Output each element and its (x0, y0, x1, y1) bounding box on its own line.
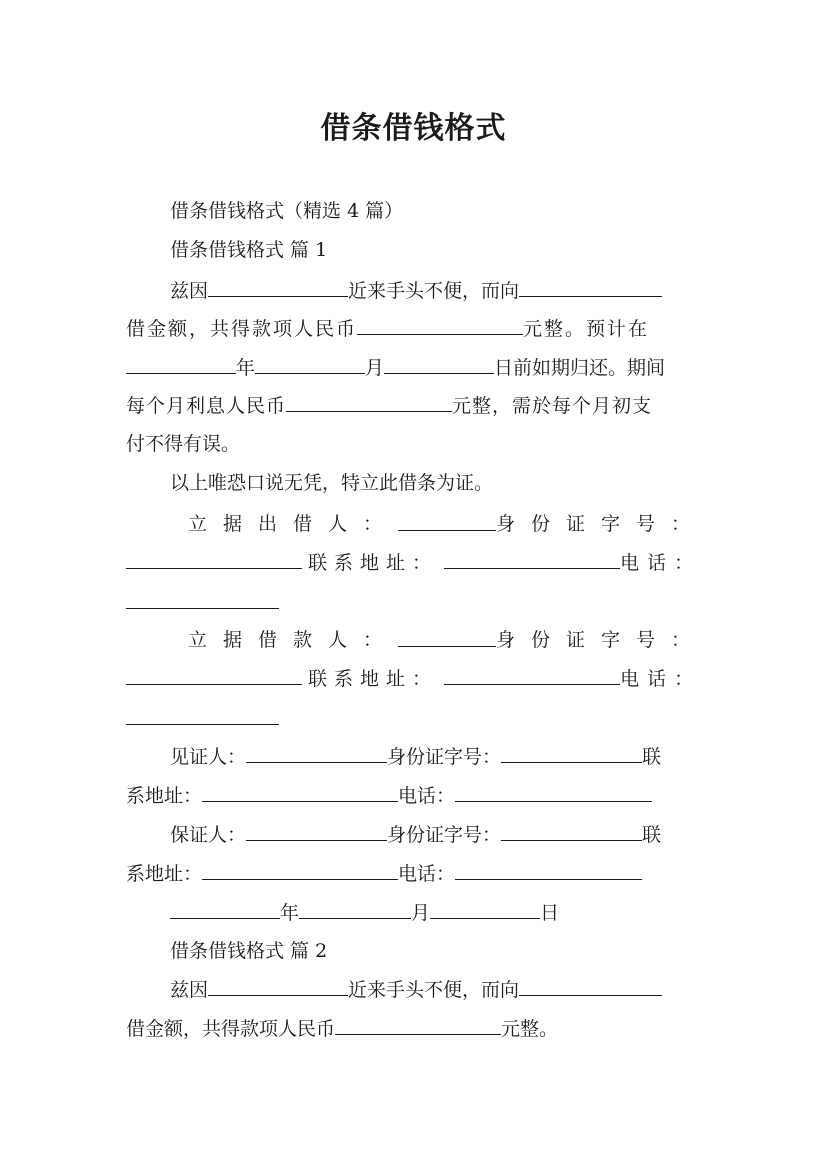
article2-heading: 借条借钱格式 篇 2 (170, 940, 328, 962)
phone-label: 电话： (620, 552, 702, 574)
blank-field (126, 355, 236, 374)
text-segment: 借金额，共得款项人民币 (126, 318, 358, 340)
text-segment: 元整，需於每个月初支 (452, 395, 653, 417)
blank-field (126, 666, 302, 685)
lender-address-line (126, 550, 706, 575)
blank-field (202, 783, 398, 802)
article1-p2: 以上唯恐口说无凭，特立此借条为证。 (170, 472, 494, 494)
blank-field (126, 706, 279, 725)
blank-field (202, 861, 398, 880)
article2-line1 (170, 977, 750, 1002)
text-segment: 借金额，共得款项人民币 (126, 1018, 336, 1040)
text-segment: 元整。 (501, 1018, 559, 1040)
id-label: 身份证字号： (495, 513, 706, 535)
text-segment: 年 (280, 902, 300, 924)
id-label: 身份证字号： (495, 629, 706, 651)
borrower-phone-line (126, 706, 706, 731)
text-segment: 近来手头不便，而向 (348, 280, 520, 302)
address-label: 系地址： (126, 785, 203, 807)
blank-field (170, 900, 280, 919)
id-label: 身份证字号： (387, 746, 502, 768)
text-segment: 兹因 (170, 979, 209, 1001)
blank-field (255, 355, 365, 374)
text-segment: 兹因 (170, 280, 209, 302)
phone-label: 电话： (398, 863, 456, 885)
borrower-line (188, 628, 706, 652)
document-title: 借条借钱格式 (320, 111, 507, 146)
article2-line2 (126, 1016, 706, 1041)
article1-p1-line3 (126, 355, 706, 380)
blank-field (246, 822, 387, 841)
blank-field (398, 628, 496, 647)
text-segment: 近来手头不便，而向 (348, 979, 520, 1001)
guarantor-label: 保证人： (170, 824, 247, 846)
blank-field (455, 783, 652, 802)
borrower-address-line (126, 666, 706, 691)
blank-field (519, 278, 662, 297)
text-segment: 月 (365, 357, 385, 379)
blank-field (208, 278, 348, 297)
text-segment: 联 (642, 746, 662, 768)
borrower-label: 立据借款人： (188, 629, 399, 651)
phone-label: 电话： (398, 785, 456, 807)
blank-field (246, 744, 387, 763)
blank-field (208, 977, 348, 996)
phone-label: 电话： (620, 668, 702, 690)
blank-field (501, 822, 642, 841)
blank-field (444, 550, 620, 569)
guarantor-address-line (126, 861, 706, 886)
article1-heading: 借条借钱格式 篇 1 (170, 239, 328, 261)
address-label: 联系地址： (308, 668, 439, 690)
guarantor-line (170, 822, 750, 847)
article1-p1-line2 (126, 316, 706, 341)
blank-field (519, 977, 662, 996)
blank-field (286, 393, 452, 412)
text-segment: 年 (236, 357, 256, 379)
text-segment: 联 (642, 824, 662, 846)
id-label: 身份证字号： (387, 824, 502, 846)
blank-field (126, 590, 279, 609)
document-subtitle: 借条借钱格式（精选 4 篇） (170, 200, 404, 222)
blank-field (384, 355, 494, 374)
blank-field (398, 512, 496, 531)
address-label: 系地址： (126, 863, 203, 885)
article1-p1-line4 (126, 393, 706, 418)
lender-line (188, 512, 706, 536)
address-label: 联系地址： (308, 552, 439, 574)
article1-p1-line1 (170, 278, 750, 303)
date-line (170, 900, 750, 925)
witness-label: 见证人： (170, 746, 247, 768)
text-segment: 月 (411, 902, 431, 924)
blank-field (455, 861, 642, 880)
text-segment: 元整。预计在 (523, 318, 650, 340)
blank-field (430, 900, 540, 919)
text-segment: 日前如期归还。期间 (494, 357, 666, 379)
article1-p1-line5: 付不得有误。 (126, 433, 241, 455)
lender-phone-line (126, 590, 706, 615)
blank-field (501, 744, 642, 763)
text-segment: 每个月利息人民币 (126, 395, 287, 417)
blank-field (299, 900, 411, 919)
blank-field (357, 316, 523, 335)
blank-field (444, 666, 620, 685)
witness-address-line (126, 783, 706, 808)
witness-line (170, 744, 750, 769)
blank-field (335, 1016, 501, 1035)
blank-field (126, 550, 302, 569)
lender-label: 立据出借人： (188, 513, 399, 535)
text-segment: 日 (540, 902, 560, 924)
